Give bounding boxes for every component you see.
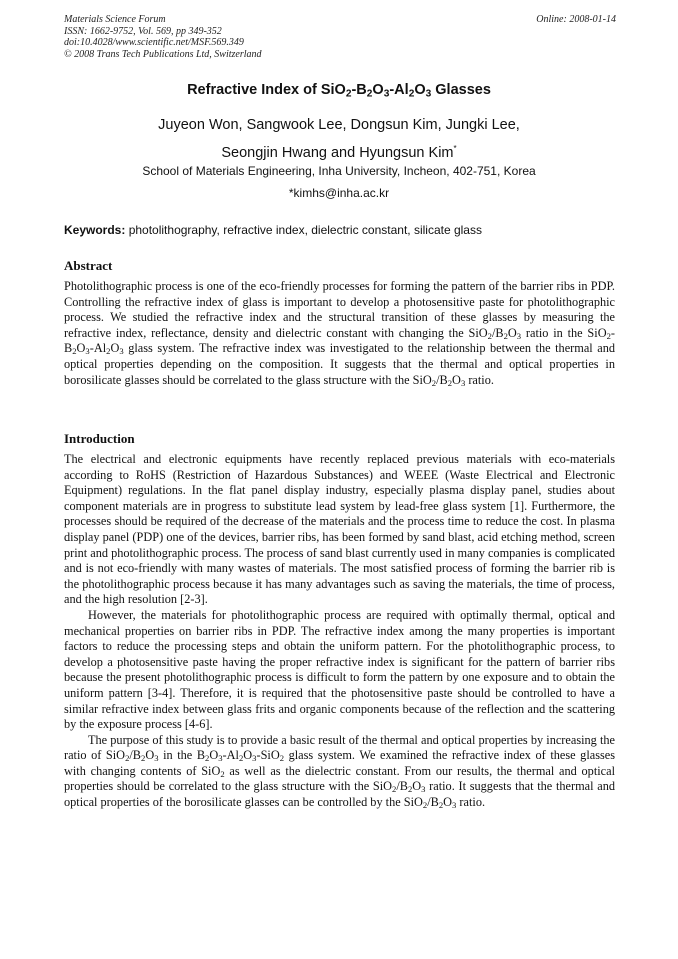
keywords-label: Keywords: bbox=[64, 223, 126, 237]
intro-paragraph-2: However, the materials for photolithographic process are required with optimally thermal, optical and mechanical properties on barrier ribs in PDP. The refractive index among the many properties is important factors to reduce the processing steps and obtain the uniform pattern. For the photolithographic process, to develop a photosensitive paste having the proper refractive index is significant for the pattern of barrier ribs because the present photolithographic process is difficult to form the pattern by one exposure and to obtain the uniform pattern [3-4]. Therefore, it is required that the photosensitive paste should be controlled to have a similar refractive index between glass frits and organic components because of the reflection and the scattering by the exposure process [4-6]. bbox=[64, 607, 615, 732]
copyright-line: © 2008 Trans Tech Publications Ltd, Switzerland bbox=[64, 48, 262, 60]
author-list bbox=[0, 113, 678, 165]
authors-line-1: Juyeon Won, Sangwook Lee, Dongsun Kim, Jungki Lee, bbox=[158, 117, 520, 133]
authors-line-2 bbox=[0, 137, 678, 165]
title-text: Refractive Index of SiO bbox=[187, 82, 346, 98]
corresponding-mark: * bbox=[453, 144, 457, 153]
corresponding-email: *kimhs@inha.ac.kr bbox=[288, 186, 390, 200]
title-text: O bbox=[414, 82, 426, 98]
title-subscript: 2 bbox=[345, 88, 352, 100]
keywords-text: photolithography, refractive index, dielectric constant, silicate glass bbox=[125, 223, 482, 237]
abstract-body bbox=[64, 279, 615, 388]
introduction-body bbox=[64, 452, 615, 811]
title-text: Glasses bbox=[431, 82, 491, 98]
authors-line-2-text: Seongjin Hwang and Hyungsun Kim bbox=[221, 145, 454, 161]
paper-title bbox=[0, 81, 678, 99]
title-text: -B bbox=[351, 82, 367, 98]
title-subscript: 3 bbox=[425, 88, 432, 100]
title-subscript: 3 bbox=[383, 88, 390, 100]
title-subscript: 2 bbox=[408, 88, 415, 100]
abstract-paragraph: Photolithographic process is one of the eco-friendly processes for forming the pattern of the barrier ribs in PDP. Controlling the refractive index of glass is important to develop a photosensitive paste for photolithographic process. We studied the refractive index and the structural transition of these glasses by measuring the refractive index, reflectance, density and dielectric constant with changing the $SiO_2/B_2O_3$ ratio in the $SiO_2-B_2O_3-Al_2O_3$ glass system. The refractive index was investigated to the relationship between the thermal and optical properties depending on the composition. It suggests that the thermal and optical properties in borosilicate glasses should be correlated to the glass structure with the $SiO_2/B_2O_3$ ratio. bbox=[64, 279, 615, 388]
introduction-heading: Introduction bbox=[64, 431, 135, 446]
keywords bbox=[64, 223, 616, 238]
title-text: -Al bbox=[389, 82, 409, 98]
issn-line: ISSN: 1662-9752, Vol. 569, pp 349-352 bbox=[64, 25, 222, 37]
affiliation: School of Materials Engineering, Inha University, Incheon, 402-751, Korea bbox=[142, 164, 536, 178]
doi-line: doi:10.4028/www.scientific.net/MSF.569.349 bbox=[64, 37, 244, 48]
title-subscript: 2 bbox=[366, 88, 373, 100]
online-date: Online: 2008-01-14 bbox=[536, 14, 616, 25]
journal-header bbox=[64, 14, 616, 60]
journal-name: Materials Science Forum bbox=[64, 14, 166, 25]
intro-paragraph-1: The electrical and electronic equipments have recently replaced previous materials with eco-materials according to RoHS (Restriction of Hazardous Substances) and WEEE (Waste Electrical and Electronic Equipment) regulations. In the flat panel display industry, especially plasma display panel, studies about component materials are in progress to substitute lead system by lead-free glass system [1]. Furthermore, the processes should be required of the decrease of the materials and the process time to reduce the cost. In plasma display panel (PDP) one of the devices, barrier ribs, has been formed by sand blast, acid etching method, screen print and photolithographic process. The process of sand blast currently used in many companies is complicated and is not eco-friendly with many wastes of materials. The most satisfied process of forming the barrier rib is the photolithographic process because it has many advantages such as saving the materials, the time of process, and the high resolution [2-3]. bbox=[64, 452, 615, 607]
title-text: O bbox=[372, 82, 384, 98]
abstract-heading: Abstract bbox=[64, 258, 113, 273]
intro-paragraph-3: The purpose of this study is to provide a basic result of the thermal and optical properties by increasing the ratio of $SiO_2/B_2O_3$ in the $B_2O_3-Al_2O_3-SiO_2$ glass system. We examined the refractive index of these glasses with changing contents of SiO$_2$ as well as the dielectric constant. From our results, the thermal and optical properties should be correlated to the glass structure with the $SiO_2/B_2O_3$ ratio. It suggests that the thermal and optical properties of the borosilicate glasses can be controlled by the $SiO_2/B_2O_3$ ratio. bbox=[64, 732, 616, 811]
